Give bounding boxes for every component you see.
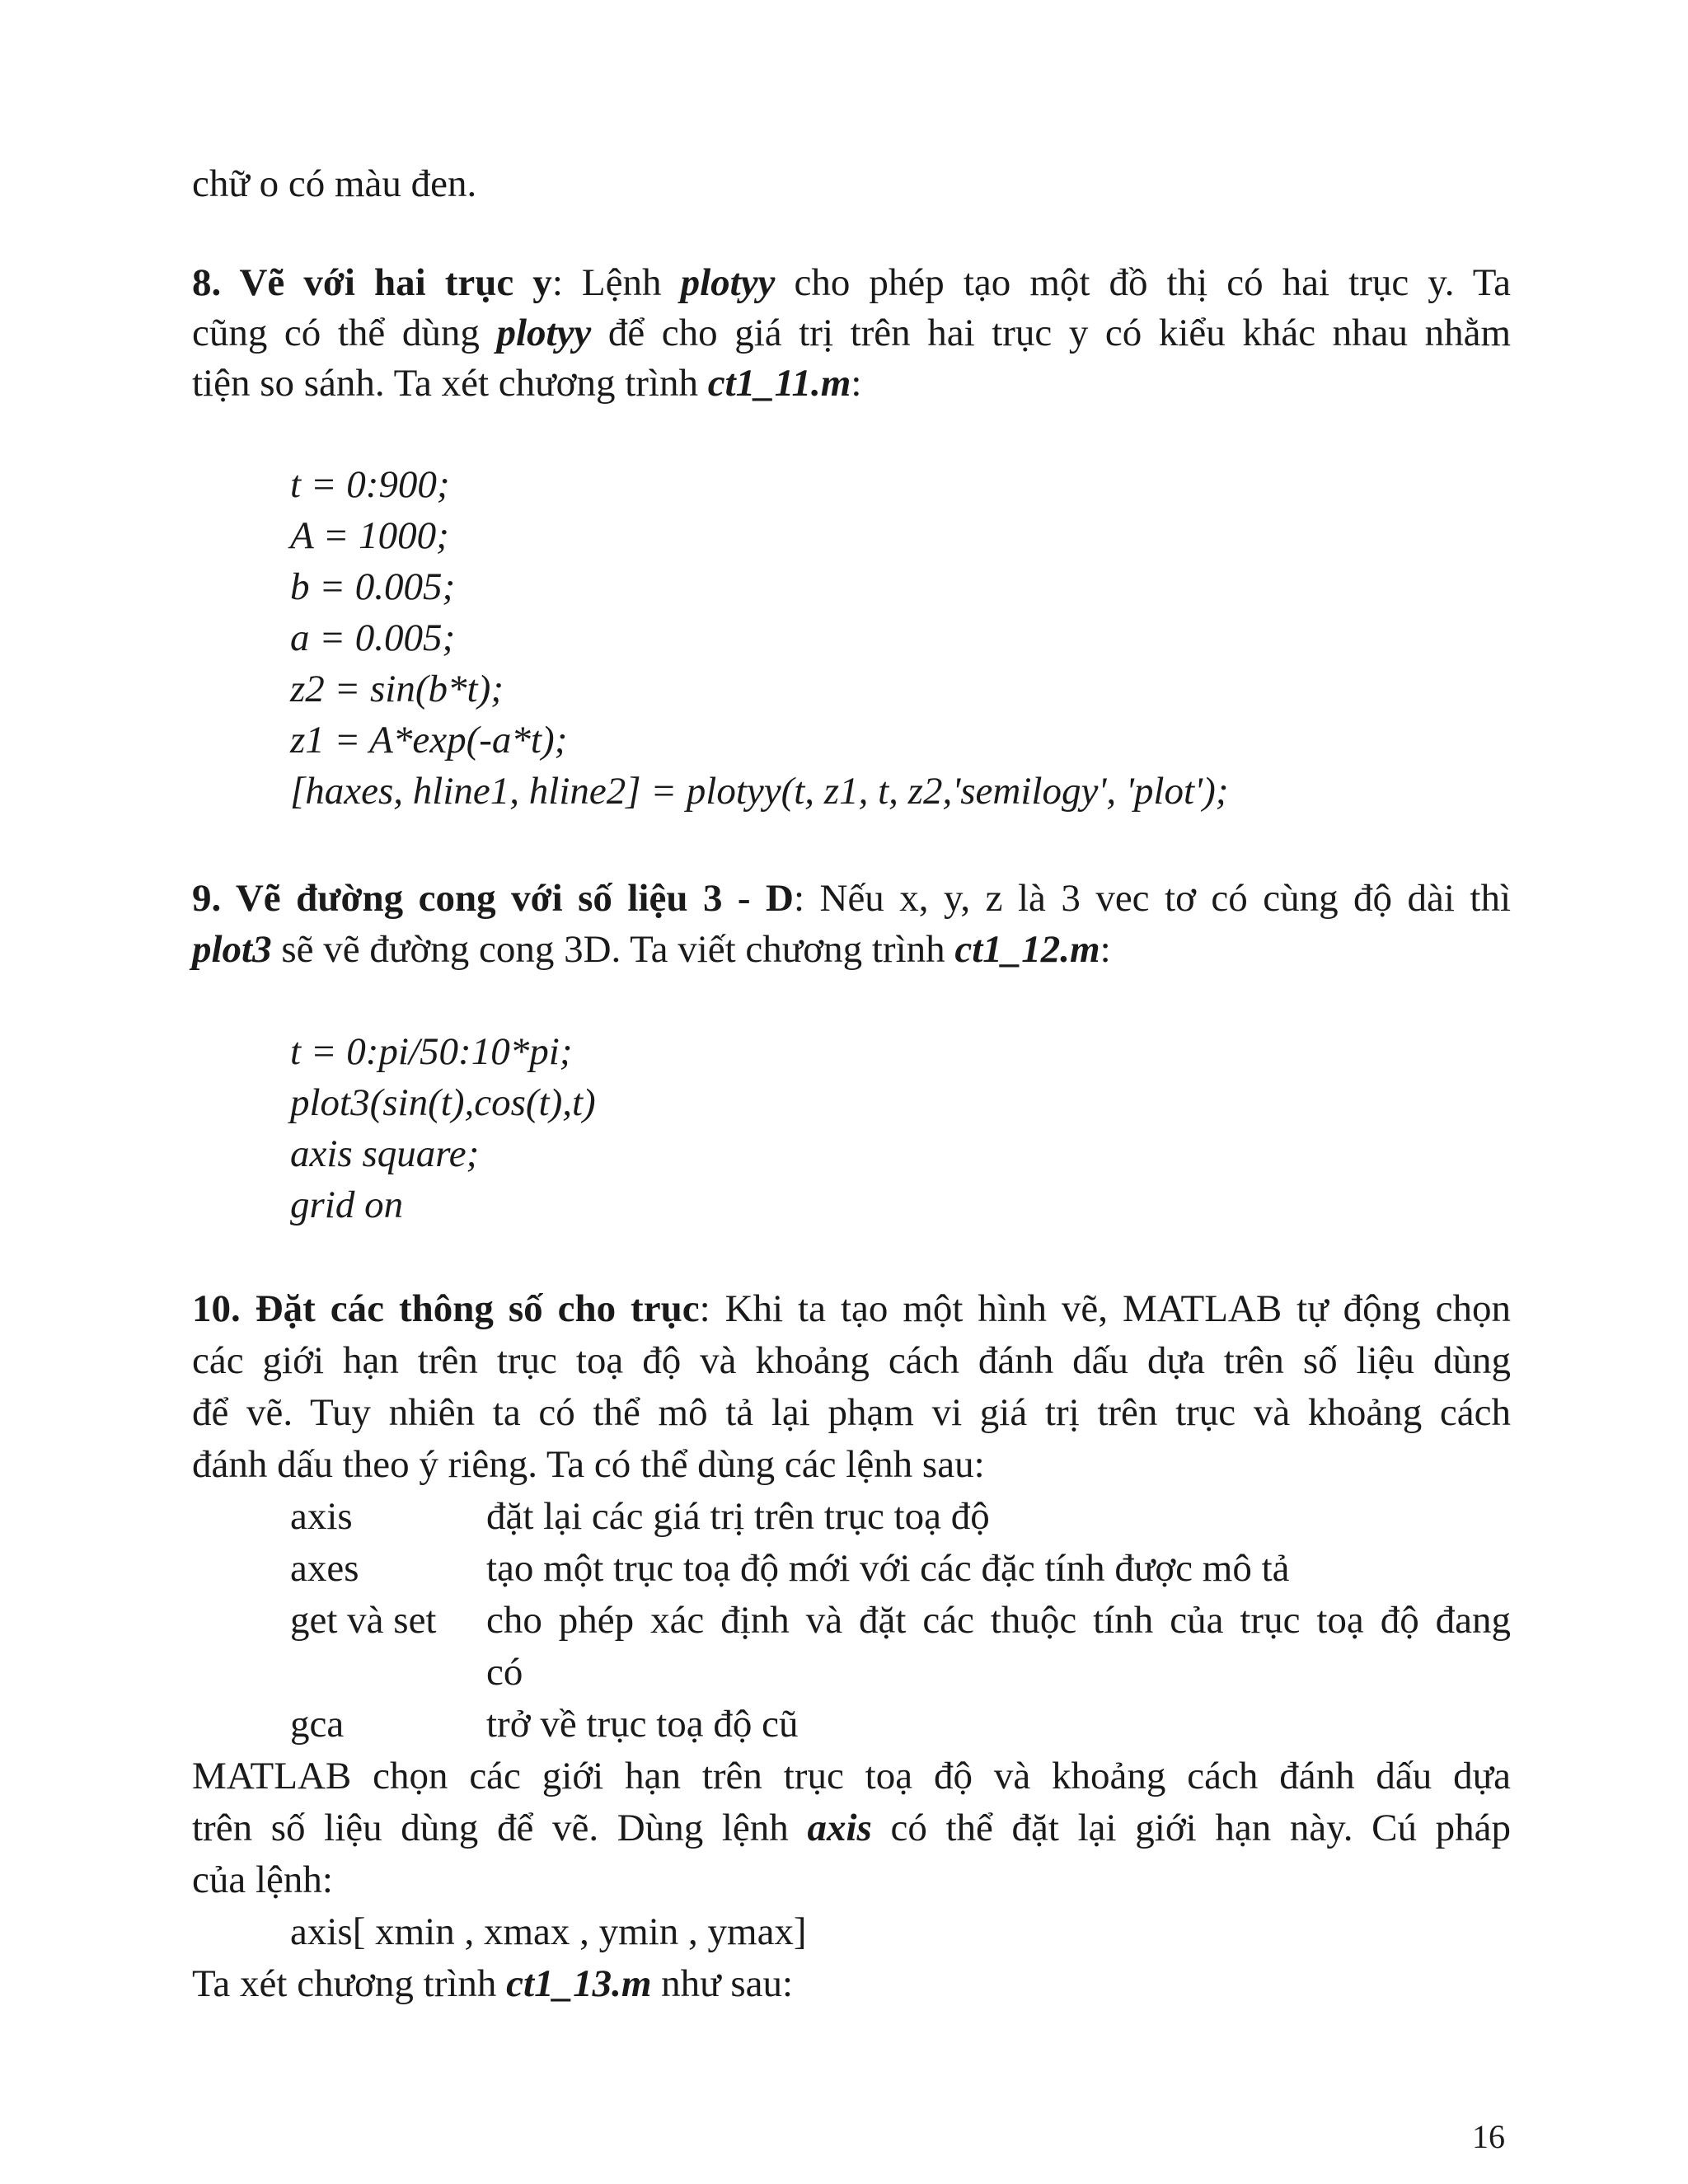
code-line: z1 = A*exp(-a*t); [290, 719, 568, 762]
section-10-text: như sau: [651, 1962, 794, 2005]
section-10-line: đánh dấu theo ý riêng. Ta có thể dùng các lệnh sau: [192, 1443, 985, 1486]
section-10-text: : Khi ta tạo một hình vẽ, MATLAB tự động chọn [699, 1287, 1511, 1330]
section-9-heading: 9. Vẽ đường cong với số liệu 3 - D [192, 877, 794, 920]
section-10-text: có thể đặt lại giới hạn này. Cú pháp [871, 1807, 1511, 1849]
section-10-text: Ta xét chương trình [192, 1962, 507, 2005]
axis-syntax: axis[ xmin , xmax , ymin , ymax] [290, 1910, 807, 1953]
section-8-line-3 [192, 359, 861, 408]
section-8-line-2 [192, 308, 1511, 358]
section-10-para2-line-2 [192, 1803, 1511, 1853]
command-name: axes [290, 1547, 359, 1590]
intro-tail-line [192, 159, 476, 209]
code-line: A = 1000; [290, 514, 449, 557]
command-desc: cho phép xác định và đặt các thuộc tính của trục toạ độ đang [486, 1599, 1511, 1642]
section-8-text: : Lệnh [551, 261, 681, 304]
section-10-last-line [192, 1959, 793, 2008]
command-desc: tạo một trục toạ độ mới với các đặc tính được mô tả [486, 1547, 1290, 1590]
section-10-para2-line: của lệnh: [192, 1858, 333, 1901]
section-10-text: trên số liệu dùng để vẽ. Dùng lệnh [192, 1807, 808, 1849]
code-line: b = 0.005; [290, 565, 456, 608]
code-line: plot3(sin(t),cos(t),t) [290, 1081, 596, 1124]
command-desc: trở về trục toạ độ cũ [486, 1703, 799, 1746]
command-name: gca [290, 1703, 345, 1746]
command-desc: có [486, 1651, 523, 1694]
section-8-text: để cho giá trị trên hai trục y có kiểu khác nhau nhằm [591, 312, 1512, 354]
section-10-para2-line: MATLAB chọn các giới hạn trên trục toạ độ và khoảng cách đánh dấu dựa [192, 1755, 1511, 1797]
section-9-line-1 [192, 874, 1511, 923]
keyword-plotyy: plotyy [496, 312, 592, 354]
section-8-heading: 8. Vẽ với hai trục y [192, 261, 552, 304]
command-name: axis [290, 1495, 353, 1538]
section-10-line: các giới hạn trên trục toạ độ và khoảng cách đánh dấu dựa trên số liệu dùng [192, 1339, 1511, 1382]
code-line: z2 = sin(b*t); [290, 668, 504, 710]
code-line: [haxes, hline1, hline2] = plotyy(t, z1, t, z2,'semilogy', 'plot'); [290, 770, 1229, 813]
code-line: t = 0:900; [290, 463, 450, 506]
section-10-line-1 [192, 1284, 1511, 1333]
section-10-line: để vẽ. Tuy nhiên ta có thể mô tả lại phạm vi giá trị trên trục và khoảng cách [192, 1391, 1511, 1434]
section-9-line-2 [192, 925, 1111, 974]
section-9-text: sẽ vẽ đường cong 3D. Ta viết chương trình [271, 928, 955, 971]
section-8-text: cũng có thể dùng [192, 312, 497, 354]
section-8-text: tiện so sánh. Ta xét chương trình [192, 362, 708, 405]
section-8-line-1 [192, 258, 1511, 307]
section-9-text: : [1100, 928, 1111, 971]
filename-ct1-13: ct1_13.m [506, 1962, 652, 2005]
keyword-plotyy: plotyy [680, 261, 776, 304]
code-line: grid on [290, 1183, 404, 1226]
section-8-text: cho phép tạo một đồ thị có hai trục y. Ta [775, 261, 1511, 304]
code-line: axis square; [290, 1132, 480, 1175]
keyword-axis: axis [807, 1807, 872, 1849]
section-10-heading: 10. Đặt các thông số cho trục [192, 1287, 700, 1330]
page-number: 16 [1472, 2118, 1505, 2155]
section-8-text: : [851, 362, 862, 405]
command-desc: đặt lại các giá trị trên trục toạ độ [486, 1495, 990, 1538]
filename-ct1-11: ct1_11.m [707, 362, 851, 405]
code-line: t = 0:pi/50:10*pi; [290, 1030, 573, 1073]
command-name: get và set [290, 1599, 437, 1642]
code-line: a = 0.005; [290, 616, 456, 659]
intro-tail-text: chữ o có màu đen. [192, 162, 477, 205]
keyword-plot3: plot3 [192, 928, 272, 971]
section-9-text: : Nếu x, y, z là 3 vec tơ có cùng độ dài thì [793, 877, 1512, 920]
filename-ct1-12: ct1_12.m [954, 928, 1100, 971]
